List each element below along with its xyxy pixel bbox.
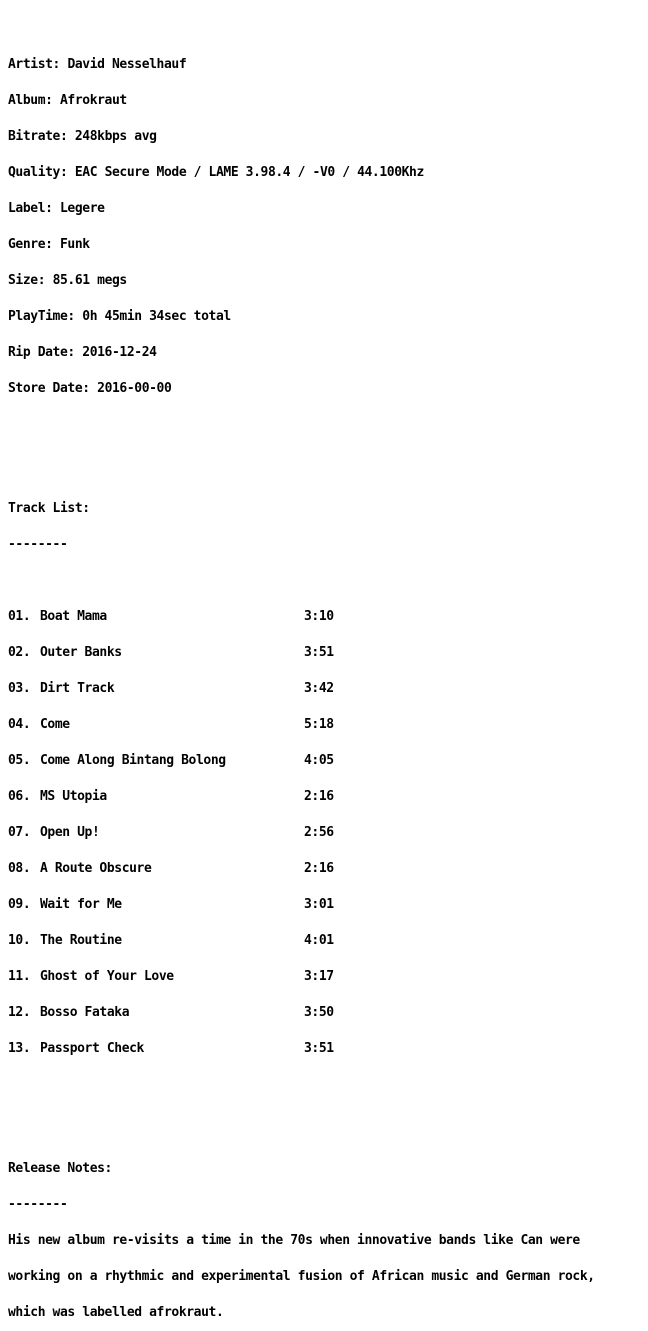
meta-store-date-label: Store Date: <box>8 381 90 396</box>
track-title: Bosso Fataka <box>40 1005 130 1020</box>
track-number: 05. <box>8 753 31 768</box>
track-title: Come <box>40 717 70 732</box>
meta-label <box>8 203 595 215</box>
notes-line: which was labelled afrokraut. <box>8 1305 224 1320</box>
track-title: Come Along Bintang Bolong <box>40 753 226 768</box>
track-row <box>8 863 595 875</box>
meta-label-label: Label: <box>8 201 53 216</box>
track-number: 13. <box>8 1041 31 1056</box>
meta-store-date-value: 2016-00-00 <box>97 381 172 396</box>
track-duration: 3:42 <box>304 681 334 696</box>
track-title: Dirt Track <box>40 681 115 696</box>
meta-label-value: Legere <box>60 201 105 216</box>
track-number: 09. <box>8 897 31 912</box>
track-row <box>8 1007 595 1019</box>
track-row <box>8 1043 595 1055</box>
track-number: 08. <box>8 861 31 876</box>
track-number: 02. <box>8 645 31 660</box>
meta-bitrate-value: 248kbps avg <box>74 129 157 144</box>
spacer <box>8 455 595 467</box>
track-row <box>8 611 595 623</box>
track-row <box>8 827 595 839</box>
nfo-document <box>8 11 595 1331</box>
meta-playtime-value: 0h 45min 34sec total <box>82 309 231 324</box>
meta-quality <box>8 167 595 179</box>
notes-heading: Release Notes: <box>8 1161 112 1176</box>
track-row <box>8 899 595 911</box>
meta-quality-value: EAC Secure Mode / LAME 3.98.4 / -V0 / 44.100Khz <box>74 165 424 180</box>
meta-artist-value: David Nesselhauf <box>67 57 187 72</box>
track-duration: 3:17 <box>304 969 334 984</box>
track-duration: 2:16 <box>304 789 334 804</box>
track-number: 12. <box>8 1005 31 1020</box>
track-duration: 2:56 <box>304 825 334 840</box>
meta-playtime <box>8 311 595 323</box>
track-number: 06. <box>8 789 31 804</box>
track-number: 03. <box>8 681 31 696</box>
track-duration: 3:51 <box>304 1041 334 1056</box>
meta-album-value: Afrokraut <box>60 93 127 108</box>
track-number: 11. <box>8 969 31 984</box>
meta-genre-label: Genre: <box>8 237 53 252</box>
notes-line: working on a rhythmic and experimental fusion of African music and German rock, <box>8 1269 595 1284</box>
track-title: Ghost of Your Love <box>40 969 174 984</box>
tracklist-heading: Track List: <box>8 501 90 516</box>
track-row <box>8 683 595 695</box>
meta-album-label: Album: <box>8 93 53 108</box>
tracklist-rule: -------- <box>8 537 68 552</box>
meta-bitrate <box>8 131 595 143</box>
meta-rip-date-value: 2016-12-24 <box>82 345 157 360</box>
track-number: 07. <box>8 825 31 840</box>
track-row <box>8 719 595 731</box>
track-duration: 2:16 <box>304 861 334 876</box>
track-title: A Route Obscure <box>40 861 152 876</box>
track-title: Outer Banks <box>40 645 122 660</box>
track-list <box>8 587 595 1079</box>
meta-bitrate-label: Bitrate: <box>8 129 68 144</box>
notes-rule: -------- <box>8 1197 68 1212</box>
track-duration: 5:18 <box>304 717 334 732</box>
spacer <box>8 1115 595 1127</box>
track-title: The Routine <box>40 933 122 948</box>
meta-size <box>8 275 595 287</box>
track-duration: 3:10 <box>304 609 334 624</box>
track-number: 10. <box>8 933 31 948</box>
track-title: Boat Mama <box>40 609 107 624</box>
meta-size-value: 85.61 megs <box>52 273 127 288</box>
track-duration: 3:01 <box>304 897 334 912</box>
meta-artist <box>8 59 595 71</box>
track-duration: 4:05 <box>304 753 334 768</box>
track-row <box>8 971 595 983</box>
notes-line: His new album re-visits a time in the 70s when innovative bands like Can were <box>8 1233 580 1248</box>
track-title: Open Up! <box>40 825 100 840</box>
meta-playtime-label: PlayTime: <box>8 309 75 324</box>
track-number: 04. <box>8 717 31 732</box>
meta-size-label: Size: <box>8 273 46 288</box>
meta-artist-label: Artist: <box>8 57 60 72</box>
meta-genre <box>8 239 595 251</box>
track-row <box>8 935 595 947</box>
meta-album <box>8 95 595 107</box>
track-duration: 3:50 <box>304 1005 334 1020</box>
meta-quality-label: Quality: <box>8 165 68 180</box>
track-title: Passport Check <box>40 1041 144 1056</box>
metadata-block <box>8 35 595 419</box>
track-number: 01. <box>8 609 31 624</box>
meta-rip-date-label: Rip Date: <box>8 345 75 360</box>
track-row <box>8 755 595 767</box>
track-duration: 4:01 <box>304 933 334 948</box>
track-title: Wait for Me <box>40 897 122 912</box>
meta-genre-value: Funk <box>60 237 90 252</box>
track-title: MS Utopia <box>40 789 107 804</box>
track-duration: 3:51 <box>304 645 334 660</box>
track-row <box>8 791 595 803</box>
meta-store-date <box>8 383 595 395</box>
track-row <box>8 647 595 659</box>
meta-rip-date <box>8 347 595 359</box>
